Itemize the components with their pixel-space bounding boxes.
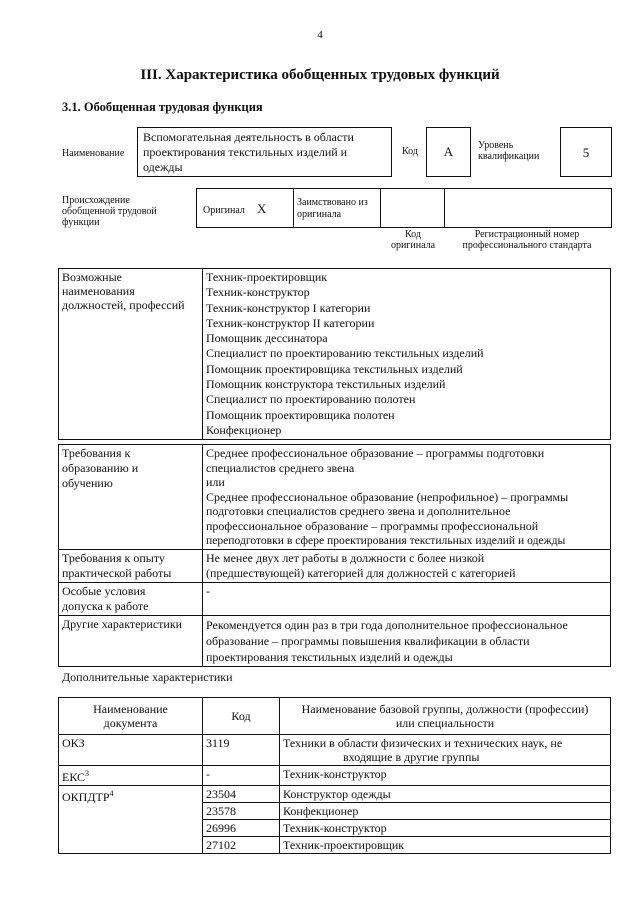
header-doc (59, 698, 203, 735)
position-item: Помощник конструктора текстильных изделий (206, 377, 446, 392)
name-cell (280, 820, 611, 837)
positions-label-line: Возможные (62, 270, 122, 284)
name-cell (280, 766, 611, 786)
origin-label (62, 195, 157, 228)
other-line: образование – программы повышения квалификации в области (206, 634, 530, 649)
reg-number-cell (445, 189, 611, 227)
name-line: Техник-конструктор (283, 767, 387, 781)
name-cell (280, 735, 611, 766)
experience-row (59, 550, 611, 583)
education-value-cell (203, 445, 611, 550)
other-value-cell (203, 616, 611, 667)
code-original-caption (380, 229, 446, 251)
special-label-cell (59, 583, 203, 616)
level-value: 5 (582, 145, 590, 160)
education-row (59, 445, 611, 550)
header-doc-line: Наименование (93, 702, 168, 716)
name-line: одежды (143, 160, 183, 174)
name-box (137, 127, 392, 177)
special-label-line: Особые условия (62, 584, 146, 599)
additional-header-row (59, 698, 611, 735)
origin-label-line: функции (62, 217, 100, 228)
caption-line: профессионального стандарта (462, 240, 592, 251)
caption-line: оригинала (390, 240, 436, 251)
experience-label-line: практической работы (62, 566, 172, 581)
code-value: А (443, 144, 454, 159)
original-mark: X (257, 201, 267, 216)
education-line: профессиональное образование – программы профессиональной (206, 518, 539, 533)
level-label (478, 140, 539, 162)
education-line: специалистов среднего звена (206, 460, 355, 475)
caption-line: Код (405, 229, 421, 240)
name-label: Наименование (62, 148, 125, 159)
experience-label-cell (59, 550, 203, 583)
footnote-mark: 4 (109, 789, 114, 798)
position-item: Техник-конструктор I категории (206, 300, 371, 315)
positions-label-cell (59, 269, 203, 440)
education-line: переподготовки в сфере проектирования текстильных изделий и одежды (206, 533, 566, 547)
position-item: Помощник проектировщика полотен (206, 407, 395, 422)
experience-line: Не менее двух лет работы в должности с более низкой (206, 551, 485, 566)
table-row (59, 735, 611, 766)
experience-value-cell (203, 550, 611, 583)
borrowed-cell (294, 189, 381, 227)
education-line: подготовки специалистов среднего звена и дополнительное (206, 504, 511, 519)
doc-cell: ОКПДТР$^4$ (59, 786, 203, 854)
header-name-line: Наименование базовой группы, должности (профессии) (301, 702, 589, 716)
other-row (59, 616, 611, 667)
code-cell: 3119 (203, 735, 280, 766)
page-number: 4 (317, 29, 323, 41)
name-line: Техники в области физических и технических наук, не (283, 736, 563, 750)
code-cell: 23504 (203, 786, 280, 803)
position-item: Помощник проектировщика текстильных изделий (206, 361, 463, 376)
borrowed-line: Заимствовано из (297, 197, 368, 208)
positions-list-cell (203, 269, 611, 440)
experience-line: (предшествующей) категорией для должностей с категорией (206, 566, 516, 581)
code-cell: - (203, 766, 280, 786)
positions-row (59, 269, 611, 440)
borrowed-line: оригинала (297, 209, 342, 220)
caption-line: Регистрационный номер (474, 229, 580, 240)
name-cell (280, 837, 611, 854)
doc-cell: ЕКС$^3$ (59, 766, 203, 786)
name-line: Вспомогательная деятельность в области (143, 130, 354, 144)
education-line: или (206, 475, 225, 490)
position-item: Техник-конструктор II категории (206, 315, 375, 330)
special-row (59, 583, 611, 616)
education-label-line: обучению (62, 476, 113, 490)
positions-table (58, 268, 611, 440)
other-label-line: Другие характеристики (62, 617, 183, 632)
code-cell: 27102 (203, 837, 280, 854)
level-label-line: Уровень (478, 140, 514, 151)
education-label-line: Требования к (62, 446, 131, 460)
special-label-line: допуска к работе (62, 599, 149, 614)
name-line: проектирования текстильных изделий и (143, 145, 348, 159)
code-cell: 23578 (203, 803, 280, 820)
name-cell (280, 803, 611, 820)
additional-table (58, 697, 611, 854)
name-line: Техник-проектировщик (283, 838, 405, 852)
code-cell: 26996 (203, 820, 280, 837)
position-item: Помощник дессинатора (206, 331, 328, 346)
table-row (59, 786, 611, 803)
section-title: III. Характеристика обобщенных трудовых функций (140, 67, 500, 83)
section-subtitle: 3.1. Обобщенная трудовая функция (62, 100, 263, 114)
code-box (426, 127, 471, 177)
position-item: Техник-проектировщик (206, 270, 328, 284)
origin-row (196, 188, 612, 228)
name-line: Конструктор одежды (283, 787, 391, 801)
position-item: Конфекционер (206, 422, 282, 437)
name-line: входящие в другие группы (343, 750, 480, 764)
origin-label-line: обобщенной трудовой (62, 206, 157, 217)
header-name (280, 698, 611, 735)
origin-label-line: Происхождение (62, 195, 130, 206)
level-box (560, 127, 612, 177)
header-name-line: или специальности (395, 716, 495, 730)
positions-label-line: должностей, профессий (62, 298, 185, 312)
other-label-cell (59, 616, 203, 667)
education-label-line: образованию и (62, 461, 139, 475)
other-line: Рекомендуется один раз в три года дополнительное профессиональное (206, 618, 568, 633)
reg-number-caption (444, 229, 610, 251)
header-doc-line: документа (103, 716, 158, 730)
experience-label-line: Требования к опыту (62, 551, 165, 566)
education-line: Среднее профессиональное образование (непрофильное) – программы (206, 489, 569, 504)
name-line: Техник-конструктор (283, 821, 387, 835)
education-line: Среднее профессиональное образование – программы подготовки (206, 446, 545, 460)
education-label-cell (59, 445, 203, 550)
positions-label-line: наименования (62, 284, 135, 298)
other-line: проектирования текстильных изделий и одежды (206, 650, 453, 665)
requirements-table (58, 444, 611, 667)
special-value-cell (203, 583, 611, 616)
original-label: Оригинал (203, 205, 245, 216)
original-cell (197, 189, 294, 227)
position-item: Техник-конструктор (206, 285, 310, 300)
doc-cell: ОКЗ (59, 735, 203, 766)
footnote-mark: 3 (85, 769, 90, 778)
position-item: Специалист по проектированию текстильных изделий (206, 346, 484, 361)
code-label: Код (402, 146, 418, 157)
header-code: Код (203, 698, 280, 735)
position-item: Специалист по проектированию полотен (206, 392, 416, 407)
name-line: Конфекционер (283, 804, 359, 818)
special-line: - (206, 584, 210, 599)
level-label-line: квалификации (478, 151, 540, 162)
name-cell (280, 786, 611, 803)
additional-title: Дополнительные характеристики (62, 670, 233, 684)
table-row (59, 766, 611, 786)
original-code-cell (381, 189, 445, 227)
